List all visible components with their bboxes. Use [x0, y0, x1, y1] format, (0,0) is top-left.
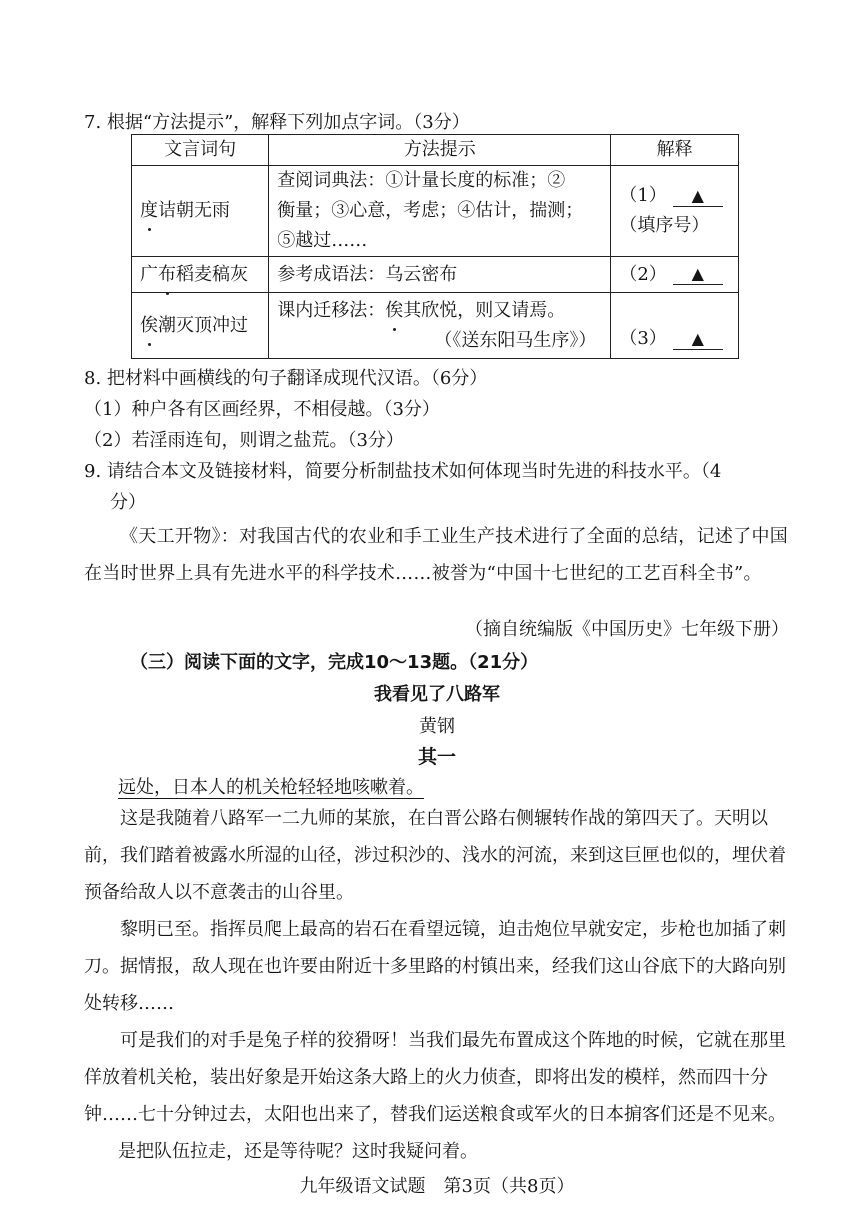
section-3-heading: （三）阅读下面的文字，完成10～13题。（21分）	[130, 652, 539, 673]
classical-phrase: 度诘朝无雨	[132, 166, 269, 257]
question-8-sentence-2: （2）若淫雨连旬，则谓之盐荒。（3分）	[84, 430, 404, 451]
header-explanation: 解释	[611, 135, 739, 166]
answer-note: （填序号）	[619, 215, 710, 236]
dotted-char: 俟	[140, 311, 158, 341]
classical-phrase: 俟潮灭顶冲过	[132, 293, 269, 359]
paragraph: 这是我随着八路军一二九师的某旅，在白晋公路右侧辗转作战的第四天了。天明以前，我们踏着被露水所湿的山径，涉过积沙的、浅水的河流，来到这巨匣也似的，埋伏着预备给敌人以不意袭击的山谷里。	[84, 808, 786, 903]
table-header-row	[132, 135, 739, 166]
question-8-title: 8. 把材料中画横线的句子翻译成现代汉语。（6分）	[84, 368, 488, 389]
table-row	[132, 166, 739, 257]
answer-blank: ▲	[673, 264, 723, 285]
paragraph: 黎明已至。指挥员爬上最高的岩石在看望远镜，迫击炮位早就安定，步枪也加插了刺刀。据情报，敌人现在也许要由附近十多里路的村镇出来，经我们这山谷底下的大路向别处转移……	[84, 919, 786, 1014]
method-hint: 查阅词典法：①计量长度的标准；② 衡量；③心意，考虑；④估计，揣测； ⑤越过……	[269, 166, 611, 257]
dotted-char: 度	[140, 196, 158, 226]
answer-blank: ▲	[673, 329, 723, 350]
article-author: 黄钢	[419, 716, 455, 737]
part-heading: 其一	[417, 746, 456, 768]
question-7-table	[131, 134, 739, 359]
link-source: （摘自统编版《中国历史》七年级下册）	[465, 619, 789, 640]
link-material: 《天工开物》：对我国古代的农业和手工业生产技术进行了全面的总结，记述了中国在当时世界上具有先进水平的科学技术……被誉为“中国十七世纪的工艺百科全书”。	[84, 526, 789, 584]
table-row	[132, 257, 739, 293]
page-footer: 九年级语文试题 第3页（共8页）	[299, 1176, 575, 1197]
dotted-char: 俟	[385, 296, 403, 326]
dotted-char: 布	[158, 260, 176, 290]
paragraph: 是把队伍拉走，还是等待呢？这时我疑问着。	[118, 1141, 478, 1162]
answer-blank: ▲	[673, 186, 723, 207]
explanation-cell: （3） ▲	[611, 293, 739, 359]
underlined-sentence: 远处，日本人的机关枪轻轻地咳嗽着。	[118, 777, 424, 798]
table-row	[132, 293, 739, 359]
header-classical-phrase: 文言词句	[132, 135, 269, 166]
question-8-sentence-1: （1）种户各有区画经界，不相侵越。（3分）	[84, 399, 440, 420]
explanation-cell: （1） ▲ （填序号）	[611, 166, 739, 257]
question-7-title: 7. 根据“方法提示”，解释下列加点字词。（3分）	[84, 112, 470, 133]
question-9-title-cont: 分）	[110, 492, 146, 513]
header-method-hint: 方法提示	[269, 135, 611, 166]
article-title: 我看见了八路军	[374, 684, 500, 705]
classical-phrase: 广布稻麦稿灰	[132, 257, 269, 293]
paragraph: 可是我们的对手是兔子样的狡猾呀！当我们最先布置成这个阵地的时候，它就在那里佯放着机关枪，装出好象是开始这条大路上的火力侦查，即将出发的模样，然而四十分钟……七十分钟过去，太阳也出来了，替我们运送粮食或军火的日本掮客们还是不见来。	[84, 1030, 786, 1125]
hint-source: （《送东阳马生序》）	[434, 329, 597, 351]
method-hint: 课内迁移法：俟其欣悦，则又请焉。 （《送东阳马生序》）	[269, 293, 611, 359]
explanation-cell: （2） ▲	[611, 257, 739, 293]
method-hint: 参考成语法：乌云密布	[269, 257, 611, 293]
question-9-title: 9. 请结合本文及链接材料，简要分析制盐技术如何体现当时先进的科技水平。（4	[84, 461, 722, 482]
